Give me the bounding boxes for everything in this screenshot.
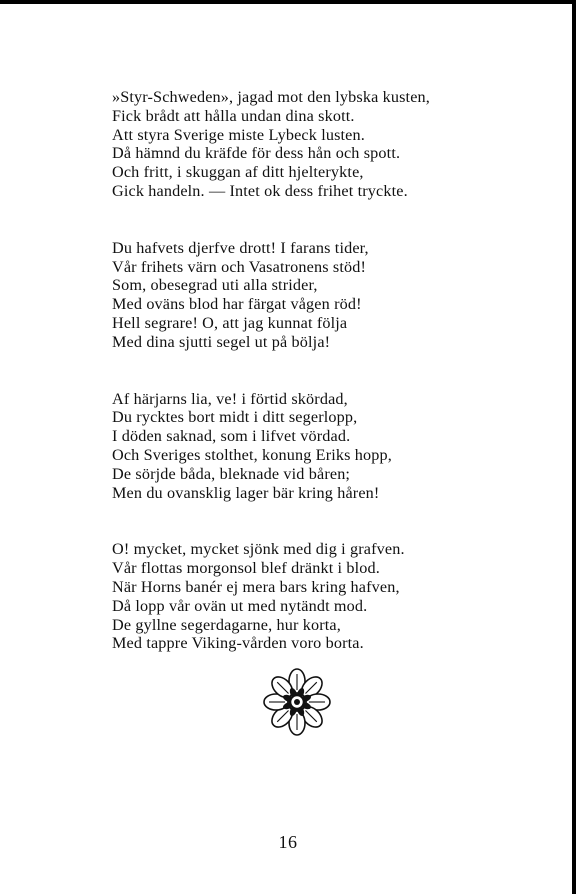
poem — [112, 88, 482, 653]
poem-line: Du rycktes bort midt i ditt segerlopp, — [112, 408, 358, 427]
page-number: 16 — [278, 832, 298, 852]
stanza-2 — [112, 239, 482, 352]
stanza-3 — [112, 390, 482, 503]
poem-line: Då lopp vår ovän ut med nytändt mod. — [112, 596, 368, 615]
poem-line: Med oväns blod har färgat vågen röd! — [112, 295, 362, 314]
flower-ornament-icon — [262, 668, 332, 736]
poem-line: När Horns banér ej mera bars kring hafven, — [112, 577, 400, 596]
poem-line: I döden saknad, som i lifvet vördad. — [112, 427, 351, 446]
poem-line: Att styra Sverige miste Lybeck lusten. — [112, 125, 365, 144]
poem-line: Du hafvets djerfve drott! I farans tider, — [112, 238, 369, 257]
poem-line: Då hämnd du kräfde för dess hån och spott. — [112, 144, 401, 163]
poem-line: Och fritt, i skuggan af ditt hjelterykte, — [112, 163, 364, 182]
poem-line: Med dina sjutti segel ut på bölja! — [112, 332, 331, 351]
poem-line: De sörjde båda, bleknade vid båren; — [112, 464, 351, 483]
poem-line: Gick handeln. — Intet ok dess frihet tryckte. — [112, 181, 408, 200]
poem-line: Som, obesegrad uti alla strider, — [112, 276, 318, 295]
poem-line: Och Sveriges stolthet, konung Eriks hopp, — [112, 445, 392, 464]
poem-line: Fick brådt att hålla undan dina skott. — [112, 106, 355, 125]
poem-line: Vår frihets värn och Vasatronens stöd! — [112, 257, 366, 276]
poem-line: Med tappre Viking-vården voro borta. — [112, 634, 364, 653]
page-right-border — [572, 0, 576, 894]
page-top-border — [0, 0, 576, 4]
poem-line: O! mycket, mycket sjönk med dig i grafven. — [112, 540, 405, 559]
poem-line: Vår flottas morgonsol blef dränkt i blod. — [112, 559, 380, 578]
poem-line: Af härjarns lia, ve! i förtid skördad, — [112, 389, 348, 408]
poem-line: De gyllne segerdagarne, hur korta, — [112, 615, 341, 634]
poem-line: Hell segrare! O, att jag kunnat följa — [112, 313, 348, 332]
poem-line: »Styr-Schweden», jagad mot den lybska kusten, — [112, 88, 430, 106]
poem-line: Men du ovansklig lager bär kring håren! — [112, 483, 380, 502]
stanza-4 — [112, 540, 482, 653]
stanza-1 — [112, 88, 482, 201]
